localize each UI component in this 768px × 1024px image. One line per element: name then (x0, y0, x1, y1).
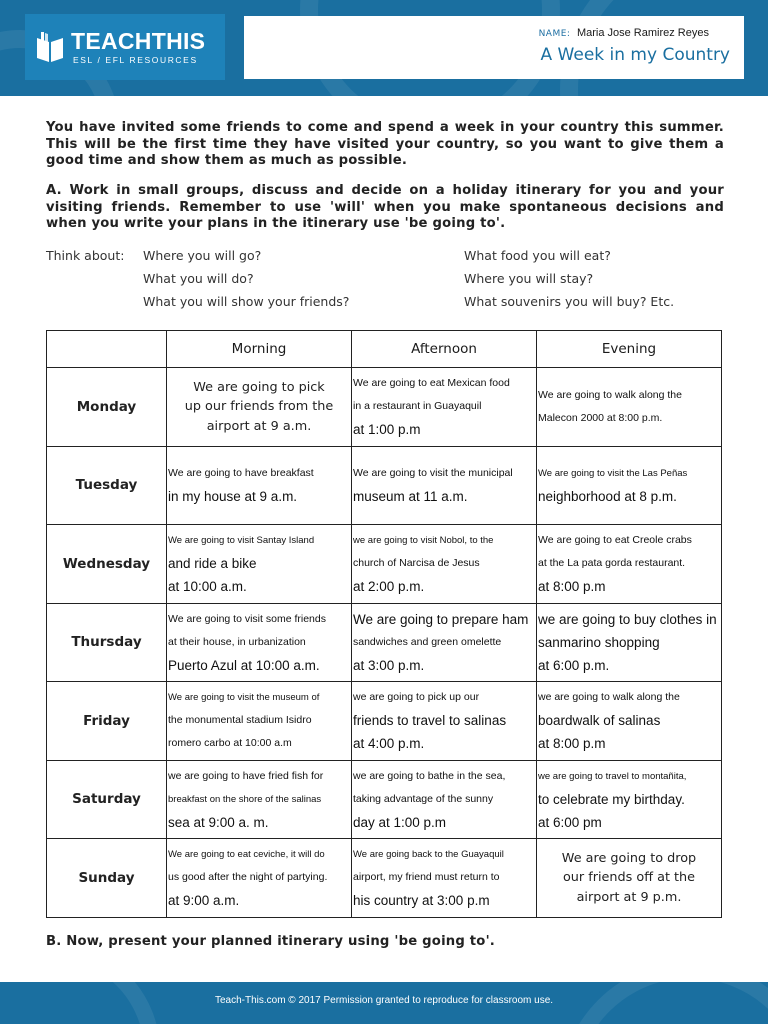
plan-cell (352, 682, 537, 761)
column-header-afternoon: Afternoon (352, 331, 537, 368)
plan-line: sea at 9:00 a. m. (168, 814, 269, 830)
plan-line: We are going to visit some friends (168, 612, 326, 625)
plan-line: in a restaurant in Guayaquil (353, 400, 482, 413)
think-item: What food you will eat? (464, 248, 611, 263)
plan-line: We are going to visit Santay Island (168, 535, 315, 547)
plan-line: Malecon 2000 at 8:00 p.m. (538, 411, 663, 424)
think-item: What you will show your friends? (143, 294, 350, 309)
logo-wordmark: TEACHTHIS (71, 28, 206, 54)
plan-line: We are going to walk along the (538, 388, 682, 401)
plan-line: at their house, in urbanization (168, 635, 306, 648)
plan-line: we are going to bathe in the sea, (353, 769, 506, 782)
plan-line: we are going to visit Nobol, to the (353, 535, 494, 547)
plan-line: We are going to visit the Las Peñas (538, 468, 688, 480)
plan-line: the monumental stadium Isidro (168, 714, 312, 727)
plan-line: We are going to eat ceviche, it will do (168, 849, 325, 861)
plan-line: airport at 9 p.m. (576, 889, 682, 905)
logo-tagline: ESL / EFL RESOURCES (73, 55, 198, 65)
plan-line: we are going to pick up our (353, 691, 480, 704)
day-label: Sunday (47, 839, 167, 918)
title-box (244, 16, 744, 79)
column-header-evening: Evening (537, 331, 722, 368)
table-header-row (47, 331, 722, 368)
plan-line: friends to travel to salinas (353, 713, 507, 729)
think-item: Where you will stay? (464, 271, 594, 286)
day-label: Wednesday (47, 525, 167, 604)
plan-cell (167, 682, 352, 761)
day-label: Monday (47, 368, 167, 447)
copyright-notice: Teach-This.com © 2017 Permission granted to reproduce for classroom use. (214, 995, 554, 1006)
plan-line: at 8:00 p.m (538, 579, 606, 595)
plan-line: taking advantage of the sunny (353, 792, 494, 805)
day-label: Thursday (47, 603, 167, 682)
plan-line: neighborhood at 8 p.m. (538, 489, 677, 505)
think-item: Where you will go? (143, 248, 262, 263)
plan-cell (352, 446, 537, 525)
plan-line: sanmarino shopping (538, 634, 660, 650)
plan-line: We are going to have breakfast (168, 467, 314, 480)
day-label: Tuesday (47, 446, 167, 525)
think-item: What you will do? (143, 271, 254, 286)
day-label: Saturday (47, 760, 167, 839)
plan-line: museum at 11 a.m. (353, 489, 468, 505)
plan-line: We are going to eat Creole crabs (538, 534, 692, 547)
plan-line: We are going to visit the museum of (168, 692, 320, 704)
plan-line: we are going to travel to montañita, (538, 770, 687, 782)
plan-line: at 2:00 p.m. (353, 579, 425, 595)
plan-line: sandwiches and green omelette (353, 635, 502, 648)
open-book-icon (35, 30, 65, 64)
plan-line: We are going to prepare ham (353, 611, 529, 627)
plan-line: We are going back to the Guayaquil (353, 849, 504, 861)
table-row (47, 839, 722, 918)
table-row (47, 525, 722, 604)
plan-line: breakfast on the shore of the salinas (168, 793, 322, 805)
plan-cell (537, 682, 722, 761)
plan-cell (167, 368, 352, 447)
task-a-instructions: A. Work in small groups, discuss and decide on a holiday itinerary for you and your visiting friends. Remember to use 'will' when you make spontaneous decisions and when you write your plans in the itinerary use 'be going to'. (46, 183, 724, 231)
plan-line: at 1:00 p.m (353, 422, 421, 438)
plan-line: at 8:00 p.m (538, 736, 606, 752)
think-item: What souvenirs you will buy? Etc. (464, 294, 675, 309)
plan-line: airport, my friend must return to (353, 871, 500, 884)
plan-line: at 3:00 p.m. (353, 657, 425, 673)
plan-cell (167, 446, 352, 525)
think-about-label: Think about: (46, 248, 125, 263)
plan-cell (352, 839, 537, 918)
plan-line: and ride a bike (168, 556, 257, 572)
itinerary-table (46, 330, 722, 918)
plan-line: romero carbo at 10:00 a.m (168, 737, 292, 750)
plan-cell (352, 760, 537, 839)
corner-cell (47, 331, 167, 368)
plan-line: We are going to visit the municipal (353, 467, 513, 480)
intro-paragraph: You have invited some friends to come and spend a week in your country this summer. This will be the first time they have visited your country, so you want to give them a good time and show them as much as possible. (46, 120, 724, 168)
table-row (47, 682, 722, 761)
plan-cell (537, 368, 722, 447)
plan-line: we are going to have fried fish for (168, 769, 324, 782)
plan-cell (167, 603, 352, 682)
plan-cell (537, 760, 722, 839)
plan-line: We are going to pick (193, 379, 325, 395)
plan-line: at the La pata gorda restaurant. (538, 557, 686, 570)
plan-cell (537, 839, 722, 918)
plan-line: his country at 3:00 p.m (353, 893, 490, 909)
plan-line: at 9:00 a.m. (168, 893, 240, 909)
name-row (539, 26, 709, 39)
plan-cell (167, 525, 352, 604)
plan-line: We are going to drop (561, 850, 697, 866)
plan-cell (537, 446, 722, 525)
plan-cell (537, 525, 722, 604)
table-row (47, 368, 722, 447)
plan-cell (352, 368, 537, 447)
plan-line: our friends off at the (562, 870, 696, 885)
plan-line: us good after the night of partying. (168, 871, 328, 884)
plan-cell (537, 603, 722, 682)
table-row (47, 760, 722, 839)
plan-line: airport at 9 a.m. (206, 418, 312, 434)
plan-line: We are going to eat Mexican food (353, 377, 510, 390)
plan-line: church of Narcisa de Jesus (353, 557, 480, 570)
plan-line: up our friends from the (184, 399, 334, 414)
plan-line: we are going to buy clothes in (538, 611, 717, 627)
page-header (0, 0, 768, 96)
plan-line: Puerto Azul at 10:00 a.m. (168, 657, 320, 673)
plan-cell (352, 603, 537, 682)
task-b-instructions: B. Now, present your planned itinerary using 'be going to'. (46, 934, 496, 949)
plan-line: at 6:00 pm (538, 814, 602, 830)
plan-line: we are going to walk along the (538, 691, 680, 704)
plan-cell (167, 760, 352, 839)
plan-line: to celebrate my birthday. (538, 791, 685, 807)
plan-line: day at 1:00 p.m (353, 814, 447, 830)
plan-cell (352, 525, 537, 604)
plan-line: at 4:00 p.m. (353, 736, 425, 752)
table-row (47, 603, 722, 682)
student-name: Maria Jose Ramirez Reyes (576, 27, 709, 39)
plan-cell (167, 839, 352, 918)
plan-line: at 6:00 p.m. (538, 657, 610, 673)
day-label: Friday (47, 682, 167, 761)
page-footer (0, 982, 768, 1024)
plan-line: at 10:00 a.m. (168, 579, 247, 595)
name-label: NAME: (538, 29, 571, 39)
worksheet-title: A Week in my Country (540, 45, 730, 65)
plan-line: boardwalk of salinas (538, 713, 661, 729)
column-header-morning: Morning (167, 331, 352, 368)
table-row (47, 446, 722, 525)
plan-line: in my house at 9 a.m. (168, 489, 298, 505)
teachthis-logo (25, 14, 225, 80)
